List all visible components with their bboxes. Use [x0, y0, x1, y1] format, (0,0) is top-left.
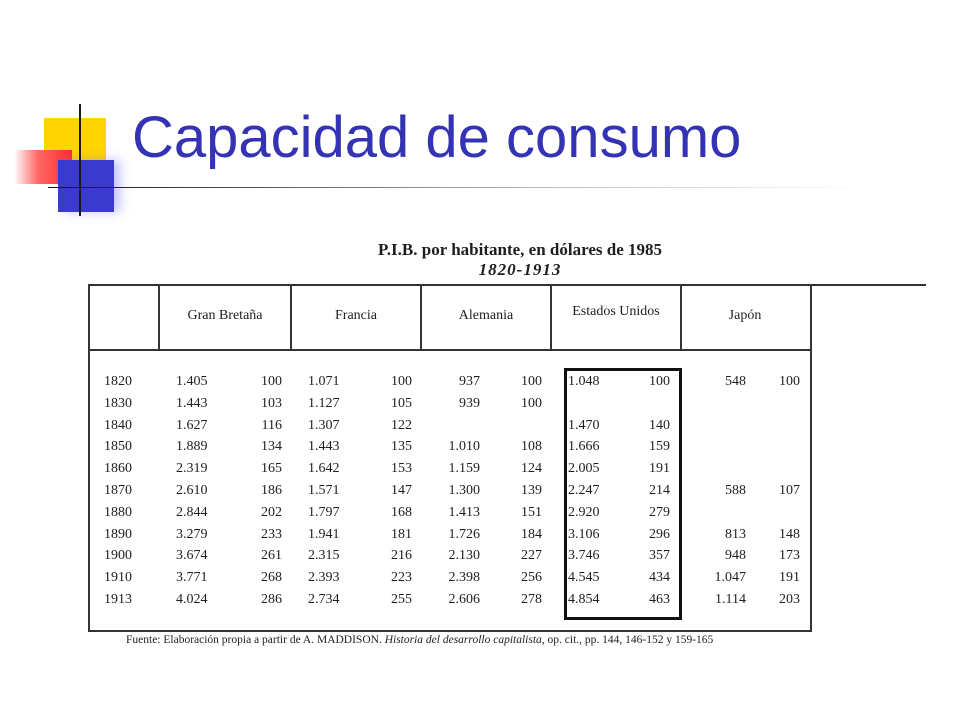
logo-vertical-line: [79, 104, 81, 216]
cell-de: 1.010: [448, 439, 480, 455]
header-alemania: Alemania: [458, 308, 514, 323]
table-row: [86, 548, 806, 570]
cell-jp-index: 148: [779, 526, 800, 542]
cell-us: 4.545: [568, 570, 600, 586]
cell-de: 1.300: [448, 483, 480, 498]
cell-gb: 2.319: [176, 461, 208, 477]
cell-us-index: 191: [649, 461, 670, 477]
cell-year: 1910: [104, 570, 132, 586]
table-row: [86, 483, 806, 505]
cell-us-index: 100: [649, 374, 670, 389]
table-row: [86, 592, 806, 614]
cell-year: 1890: [104, 526, 132, 542]
cell-gb: 3.279: [176, 526, 208, 542]
cell-jp-index: 107: [779, 483, 800, 498]
cell-jp: 1.047: [714, 570, 746, 586]
cell-fr: 2.734: [308, 592, 340, 607]
cell-de-index: 124: [521, 461, 542, 477]
cell-gb-index: 233: [261, 526, 282, 542]
cell-gb-index: 165: [261, 461, 282, 477]
table-row: [86, 418, 806, 440]
cell-jp: 813: [725, 526, 746, 542]
header-japon: Japón: [728, 308, 762, 323]
cell-jp-index: 100: [779, 374, 800, 389]
cell-fr-index: 216: [391, 548, 412, 564]
cell-year: 1830: [104, 395, 132, 411]
cell-year: 1880: [104, 504, 132, 520]
scanned-table: [86, 232, 926, 654]
table-row: [86, 374, 806, 396]
cell-jp: 948: [725, 548, 746, 564]
cell-de: 2.398: [448, 570, 480, 586]
cell-us: 1.666: [568, 439, 600, 455]
cell-jp-index: 203: [779, 592, 800, 607]
cell-us: 4.854: [568, 592, 600, 607]
cell-fr-index: 181: [391, 526, 412, 542]
cell-gb: 2.610: [176, 483, 208, 498]
cell-us: 1.470: [568, 417, 600, 433]
cell-gb: 1.443: [176, 395, 208, 411]
cell-de: 937: [459, 374, 480, 389]
cell-de-index: 256: [521, 570, 542, 586]
cell-gb-index: 186: [261, 483, 282, 498]
cell-fr-index: 147: [391, 483, 412, 498]
cell-de: 2.130: [448, 548, 480, 564]
table-row: [86, 461, 806, 483]
table-top-rule: [808, 284, 926, 286]
cell-de-index: 151: [521, 504, 542, 520]
cell-gb: 4.024: [176, 592, 208, 607]
cell-us-index: 140: [649, 417, 670, 433]
cell-de-index: 278: [521, 592, 542, 607]
cell-gb: 1.889: [176, 439, 208, 455]
cell-de-index: 139: [521, 483, 542, 498]
title-underline: [48, 187, 868, 188]
cell-us-index: 279: [649, 504, 670, 520]
header-estados-unidos: Estados Unidos: [572, 304, 660, 319]
cell-jp: 588: [725, 483, 746, 498]
cell-fr: 2.393: [308, 570, 340, 586]
cell-us: 3.746: [568, 548, 600, 564]
cell-year: 1860: [104, 461, 132, 477]
cell-fr: 1.127: [308, 395, 340, 411]
cell-fr: 1.941: [308, 526, 340, 542]
cell-fr: 1.071: [308, 374, 340, 389]
table-row: [86, 527, 806, 549]
cell-gb: 1.405: [176, 374, 208, 389]
cell-us-index: 463: [649, 592, 670, 607]
cell-year: 1900: [104, 548, 132, 564]
cell-fr-index: 135: [391, 439, 412, 455]
cell-jp-index: 191: [779, 570, 800, 586]
cell-de-index: 227: [521, 548, 542, 564]
source-suffix: op. cit., pp. 144, 146-152 y 159-165: [547, 634, 714, 646]
cell-year: 1913: [104, 592, 132, 607]
cell-gb-index: 100: [261, 374, 282, 389]
cell-year: 1820: [104, 374, 132, 389]
cell-year: 1840: [104, 417, 132, 433]
cell-us-index: 159: [649, 439, 670, 455]
cell-fr-index: 122: [391, 417, 412, 433]
cell-us: 2.247: [568, 483, 600, 498]
cell-us: 3.106: [568, 526, 600, 542]
cell-fr: 2.315: [308, 548, 340, 564]
cell-gb-index: 268: [261, 570, 282, 586]
cell-gb-index: 134: [261, 439, 282, 455]
cell-gb-index: 286: [261, 592, 282, 607]
cell-fr-index: 105: [391, 395, 412, 411]
cell-fr: 1.797: [308, 504, 340, 520]
cell-fr: 1.571: [308, 483, 340, 498]
cell-us: 2.920: [568, 504, 600, 520]
cell-de: 1.159: [448, 461, 480, 477]
cell-de-index: 108: [521, 439, 542, 455]
cell-fr-index: 100: [391, 374, 412, 389]
table-source-note: [126, 634, 713, 646]
cell-jp-index: 173: [779, 548, 800, 564]
header-gran-bretana: Gran Bretaña: [187, 308, 263, 323]
cell-de-index: 184: [521, 526, 542, 542]
cell-us-index: 357: [649, 548, 670, 564]
table-title: P.I.B. por habitante, en dólares de 1985: [377, 240, 662, 259]
cell-fr: 1.443: [308, 439, 340, 455]
cell-us-index: 214: [649, 483, 670, 498]
cell-fr: 1.307: [308, 417, 340, 433]
table-row: [86, 570, 806, 592]
cell-fr-index: 255: [391, 592, 412, 607]
cell-gb-index: 103: [261, 395, 282, 411]
cell-gb: 1.627: [176, 417, 208, 433]
logo-blue-square: [58, 160, 114, 212]
cell-us-index: 296: [649, 526, 670, 542]
cell-jp: 548: [725, 374, 746, 389]
table-row: [86, 396, 806, 418]
cell-fr-index: 168: [391, 504, 412, 520]
cell-de: 2.606: [448, 592, 480, 607]
table-row: [86, 439, 806, 461]
cell-jp: 1.114: [715, 592, 746, 607]
cell-us-index: 434: [649, 570, 670, 586]
cell-gb: 3.771: [176, 570, 208, 586]
cell-fr-index: 153: [391, 461, 412, 477]
cell-fr: 1.642: [308, 461, 340, 477]
source-prefix: Fuente: Elaboración propia a partir de A. MADDISON.: [126, 634, 382, 646]
cell-year: 1850: [104, 439, 132, 455]
slide-title: Capacidad de consumo: [132, 105, 742, 170]
header-rule: [88, 349, 810, 351]
cell-us: 2.005: [568, 461, 600, 477]
cell-de: 939: [459, 395, 480, 411]
cell-gb: 2.844: [176, 504, 208, 520]
table-row: [86, 505, 806, 527]
cell-de: 1.726: [448, 526, 480, 542]
cell-de-index: 100: [521, 374, 542, 389]
cell-gb: 3.674: [176, 548, 208, 564]
cell-gb-index: 261: [261, 548, 282, 564]
cell-year: 1870: [104, 483, 132, 498]
cell-gb-index: 202: [261, 504, 282, 520]
cell-fr-index: 223: [391, 570, 412, 586]
source-work: Historia del desarrollo capitalista,: [384, 634, 545, 646]
cell-us: 1.048: [568, 374, 600, 389]
header-francia: Francia: [335, 308, 377, 323]
cell-gb-index: 116: [261, 417, 282, 433]
cell-de-index: 100: [521, 395, 542, 411]
cell-de: 1.413: [448, 504, 480, 520]
table-subtitle: 1820-1913: [478, 260, 562, 279]
